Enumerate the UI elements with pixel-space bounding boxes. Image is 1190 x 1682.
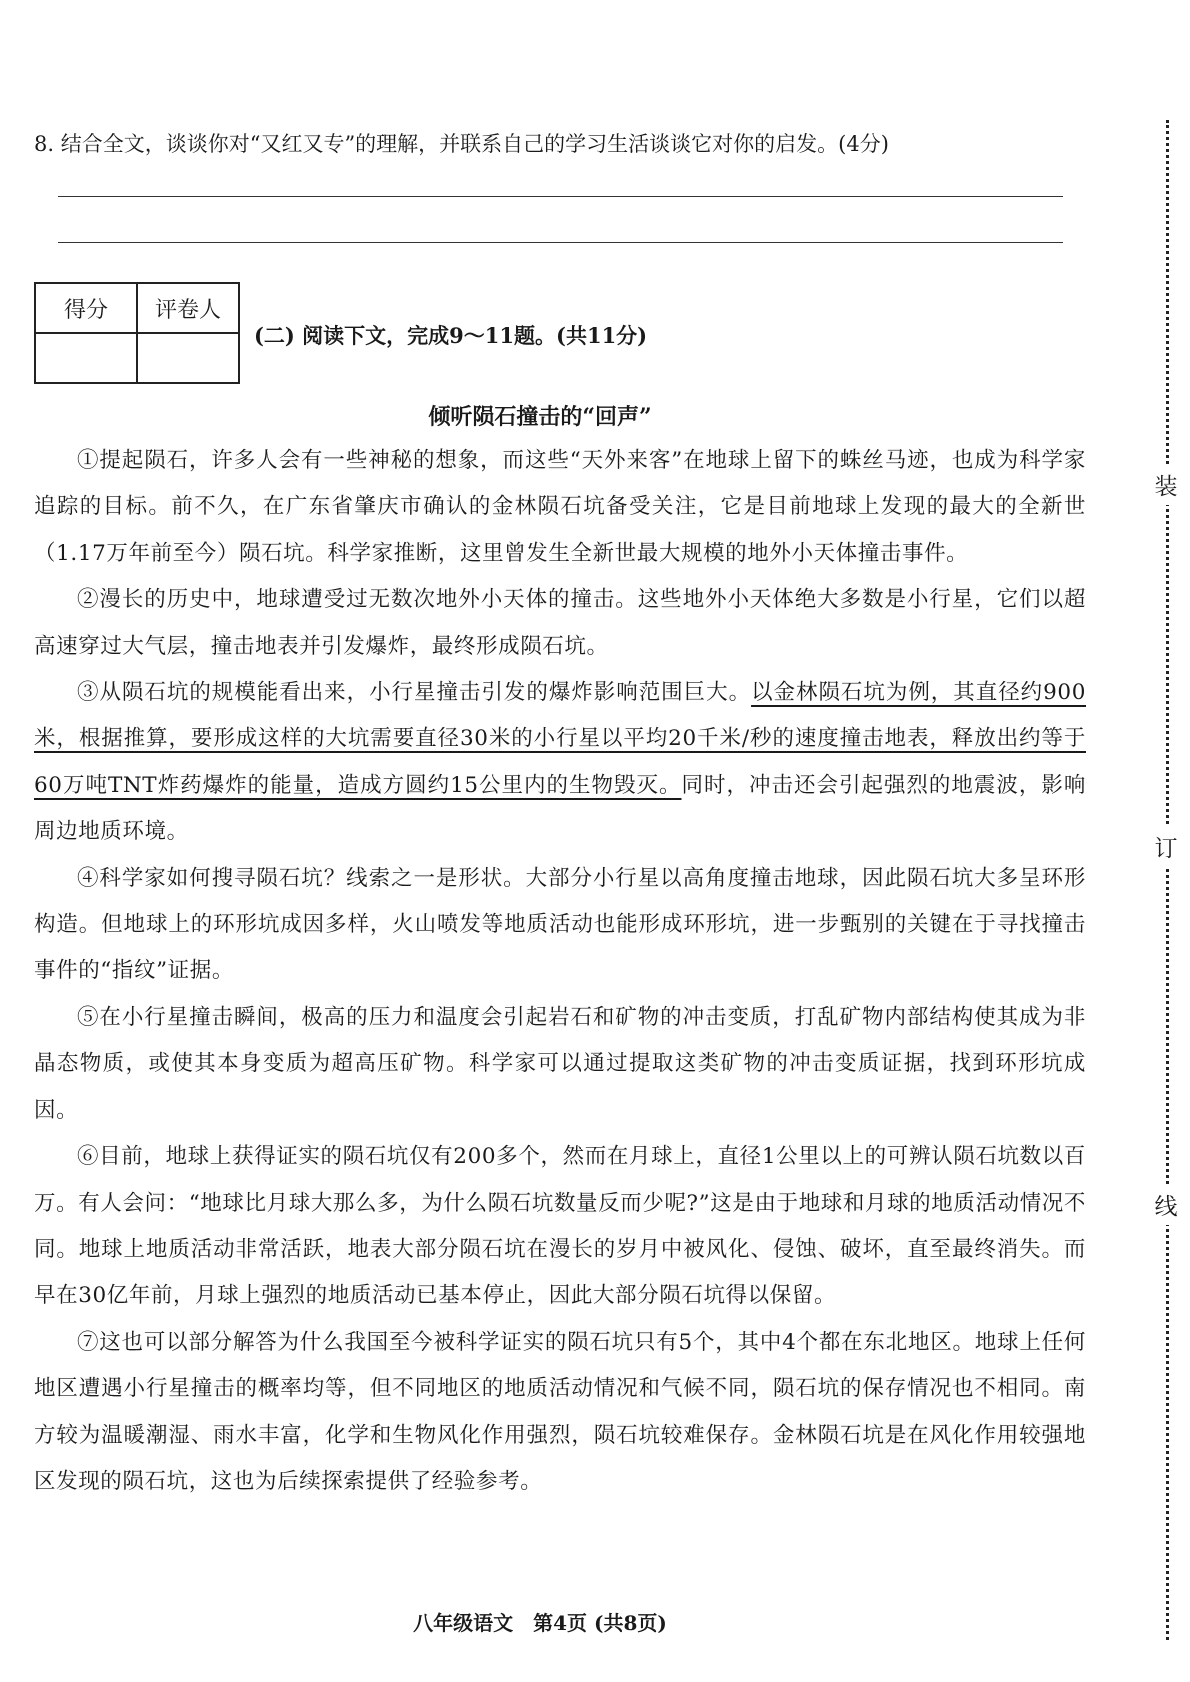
paragraph-5: ⑤在小行星撞击瞬间，极高的压力和温度会引起岩石和矿物的冲击变质，打乱矿物内部结构使其成为非晶态物质，或使其本身变质为超高压矿物。科学家可以通过提取这类矿物的冲击变质证据，找到环形坑成因。 — [34, 1004, 1086, 1123]
paragraph-3 — [34, 670, 1086, 856]
answer-line-2[interactable] — [58, 242, 1063, 243]
page-footer: 八年级语文 第4页 (共8页) — [413, 1611, 667, 1635]
binding-label-xian: 线 — [1150, 1184, 1182, 1225]
paragraph-3-start: ③从陨石坑的规模能看出来，小行星撞击引发的爆炸影响范围巨大。 — [77, 680, 752, 706]
answer-line-1[interactable] — [58, 196, 1063, 197]
paragraph-6: ⑥目前，地球上获得证实的陨石坑仅有200多个，然而在月球上，直径1公里以上的可辨认陨石坑数以百万。有人会问：“地球比月球大那么多，为什么陨石坑数量反而少呢?”这是由于地球和月球的地质活动情况不同。地球上地质活动非常活跃，地表大部分陨石坑在漫长的岁月中被风化、侵蚀、破坏，直至最终消失。而早在30亿年前，月球上强烈的地质活动已基本停止，因此大部分陨石坑得以保留。 — [34, 1144, 1086, 1309]
paragraph-4: ④科学家如何搜寻陨石坑？线索之一是形状。大部分小行星以高角度撞击地球，因此陨石坑大多呈环形构造。但地球上的环形坑成因多样，火山喷发等地质活动也能形成环形坑，进一步甄别的关键在于寻找撞击事件的“指纹”证据。 — [34, 865, 1086, 984]
paragraph-7: ⑦这也可以部分解答为什么我国至今被科学证实的陨石坑只有5个，其中4个都在东北地区。地球上任何地区遭遇小行星撞击的概率均等，但不同地区的地质活动情况和气候不同，陨石坑的保存情况也不相同。南方较为温暖潮湿、雨水丰富，化学和生物风化作用强烈，陨石坑较难保存。金林陨石坑是在风化作用较强地区发现的陨石坑，这也为后续探索提供了经验参考。 — [34, 1329, 1086, 1494]
paragraph-2: ②漫长的历史中，地球遭受过无数次地外小天体的撞击。这些地外小天体绝大多数是小行星，它们以超高速穿过大气层，撞击地表并引发爆炸，最终形成陨石坑。 — [34, 587, 1086, 659]
question-8: 8. 结合全文，谈谈你对“又红又专”的理解，并联系自己的学习生活谈谈它对你的启发。(4分) — [34, 132, 889, 156]
section-heading: (二) 阅读下文，完成9～11题。(共11分) — [254, 323, 648, 348]
article-body — [34, 438, 1086, 1505]
grader-cell[interactable] — [137, 333, 239, 383]
article-title: 倾听陨石撞击的“回声” — [428, 404, 652, 430]
binding-label-zhuang: 装 — [1150, 464, 1182, 505]
binding-dotted-line — [1166, 120, 1169, 1640]
paragraph-1: ①提起陨石，许多人会有一些神秘的想象，而这些“天外来客”在地球上留下的蛛丝马迹，也成为科学家追踪的目标。前不久，在广东省肇庆市确认的金林陨石坑备受关注，它是目前地球上发现的最大的全新世（1.17万年前至今）陨石坑。科学家推断，这里曾发生全新世最大规模的地外小天体撞击事件。 — [34, 448, 1086, 566]
score-header: 得分 — [35, 283, 137, 333]
score-cell[interactable] — [35, 333, 137, 383]
binding-label-ding: 订 — [1150, 826, 1182, 867]
paragraph-3-end: 同时，冲击还会引起强烈的地震波，影响周边地质环境。 — [34, 772, 1086, 845]
grader-header: 评卷人 — [137, 283, 239, 333]
underlined-sentence: 以金林陨石坑为例，其直径约900米，根据推算，要形成这样的大坑需要直径30米的小行星以平均20千米/秒的速度撞击地表，释放出约等于60万吨TNT炸药爆炸的能量，造成方圆约15公里内的生物毁灭。 — [34, 680, 1086, 798]
score-table — [34, 282, 240, 384]
